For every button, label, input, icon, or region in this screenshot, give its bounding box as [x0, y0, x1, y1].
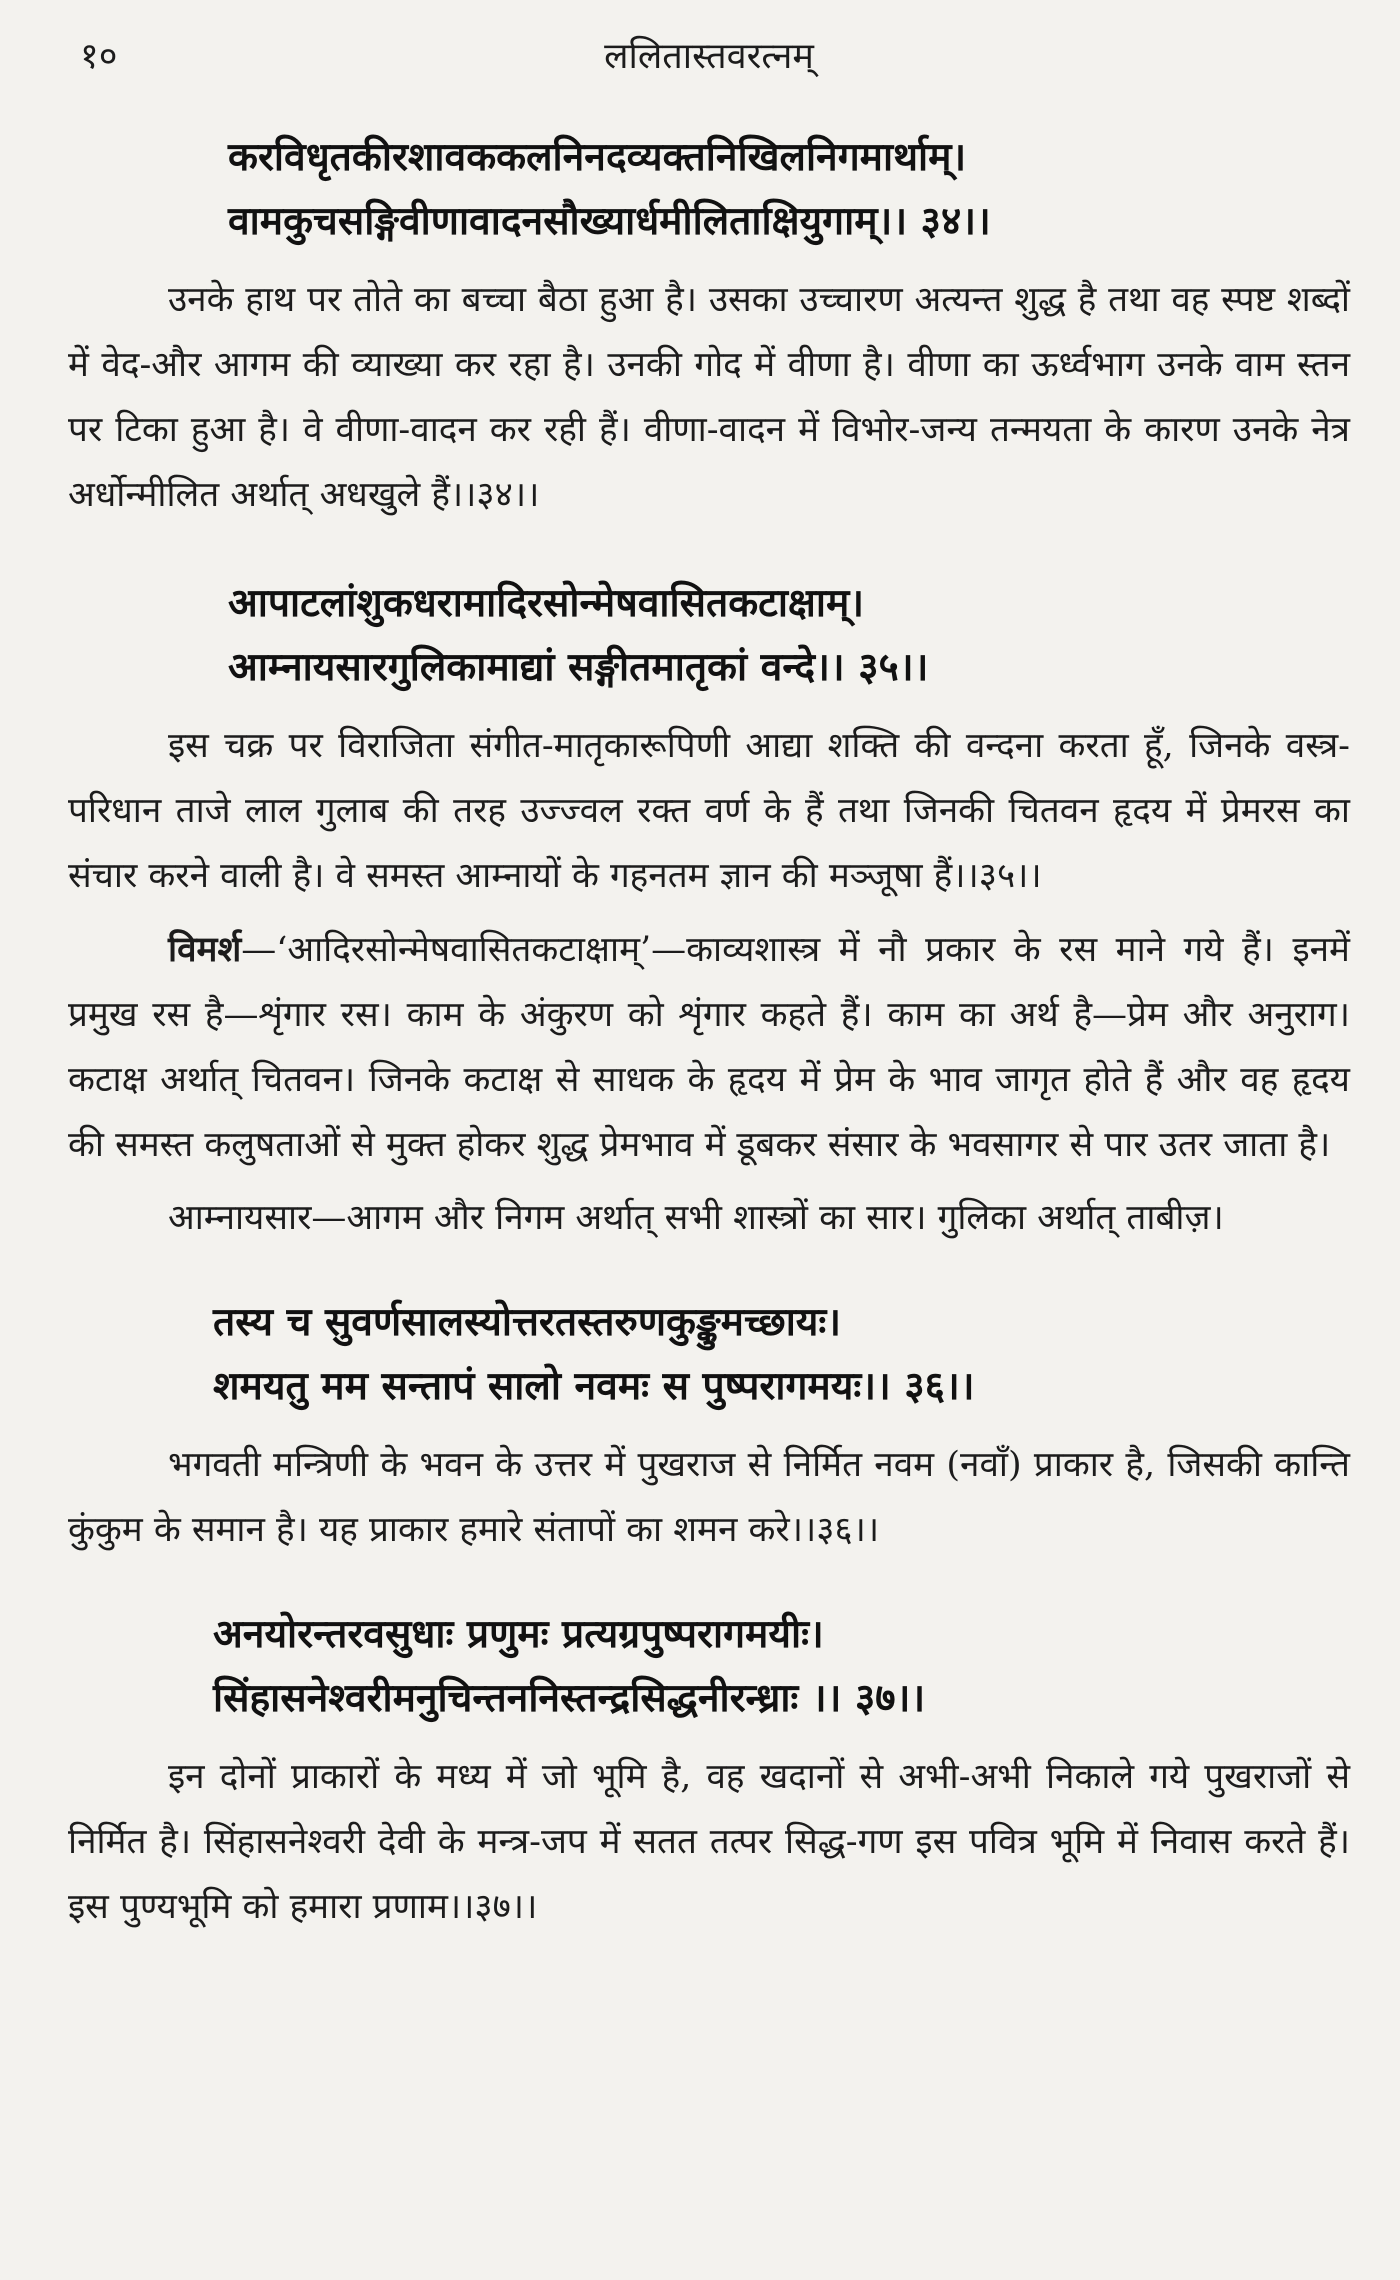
vimarsh-text: —‘आदिरसोन्मेषवासितकटाक्षाम्’—काव्यशास्त्र में नौ प्रकार के रस माने गये हैं। इनमें प्रमुख रस है—शृंगार रस। काम के अंकुरण को शृंगार कहते हैं। काम का अर्थ है—प्रेम और अनुराग। कटाक्ष अर्थात् चितवन। जिनके कटाक्ष से साधक के हृदय में प्रेम के भाव जागृत होते हैं और वह हृदय की समस्त कलुषताओं से मुक्त होकर शुद्ध प्रेमभाव में डूबकर संसार के भवसागर से पार उतर जाता है। — [68, 930, 1350, 1165]
verse-34 — [68, 126, 1350, 254]
verse-37 — [68, 1603, 1350, 1731]
verse-36-line-1: तस्य च सुवर्णसालस्योत्तरतस्तरुणकुङ्कुमच्छायः। — [213, 1300, 842, 1345]
page-header — [68, 30, 1350, 82]
verse-35-line-2: आम्नायसारगुलिकामाद्यां सङ्गीतमातृकां वन्दे।। ३५।। — [228, 645, 929, 690]
verse-34-line-2: वामकुचसङ्गिवीणावादनसौख्यार्धमीलिताक्षियुगाम्।। ३४।। — [228, 199, 991, 244]
verse-36-line-2: शमयतु मम सन्तापं सालो नवमः स पुष्परागमयः।। ३६।। — [213, 1364, 975, 1409]
vimarsh-term: विमर्श — [168, 929, 242, 970]
amnaya-note: आम्नायसार—आगम और निगम अर्थात् सभी शास्त्रों का सार। गुलिका अर्थात् ताबीज़। — [168, 1198, 1224, 1238]
commentary-37: इन दोनों प्राकारों के मध्य में जो भूमि है, वह खदानों से अभी-अभी निकाले गये पुखराजों से निर्मित है। सिंहासनेश्वरी देवी के मन्त्र-जप में सतत तत्पर सिद्ध-गण इस पवित्र भूमि में निवास करते हैं। इस पुण्यभूमि को हमारा प्रणाम।।३७।। — [68, 1757, 1350, 1927]
page-number: १० — [80, 36, 118, 77]
commentary-36: भगवती मन्त्रिणी के भवन के उत्तर में पुखराज से निर्मित नवम (नवाँ) प्राकार है, जिसकी कान्ति कुंकुम के समान है। यह प्राकार हमारे संतापों का शमन करे।।३६।। — [68, 1445, 1350, 1550]
verse-35 — [68, 572, 1350, 700]
verse-34-line-1: करविधृतकीरशावककलनिनदव्यक्तनिखिलनिगमार्थाम्। — [228, 135, 967, 180]
running-title: ललितास्तवरत्नम् — [604, 36, 814, 77]
verse-36 — [68, 1291, 1350, 1419]
verse-35-line-1: आपाटलांशुकधरामादिरसोन्मेषवासितकटाक्षाम्। — [228, 581, 865, 626]
vimarsh-paragraph — [68, 917, 1350, 1178]
commentary-35: इस चक्र पर विराजिता संगीत-मातृकारूपिणी आद्या शक्ति की वन्दना करता हूँ, जिनके वस्त्र-परिधान ताजे लाल गुलाब की तरह उज्ज्वल रक्त वर्ण के हैं तथा जिनकी चितवन हृदय में प्रेमरस का संचार करने वाली है। वे समस्त आम्नायों के गहनतम ज्ञान की मञ्जूषा हैं।।३५।। — [68, 726, 1350, 896]
verse-37-line-1: अनयोरन्तरवसुधाः प्रणुमः प्रत्यग्रपुष्परागमयीः। — [213, 1612, 824, 1657]
verse-37-line-2: सिंहासनेश्वरीमनुचिन्तननिस्तन्द्रसिद्धनीरन्ध्राः ।। ३७।। — [213, 1676, 926, 1721]
commentary-34: उनके हाथ पर तोते का बच्चा बैठा हुआ है। उसका उच्चारण अत्यन्त शुद्ध है तथा वह स्पष्ट शब्दों में वेद-और आगम की व्याख्या कर रहा है। उनकी गोद में वीणा है। वीणा का ऊर्ध्वभाग उनके वाम स्तन पर टिका हुआ है। वे वीणा-वादन कर रही हैं। वीणा-वादन में विभोर-जन्य तन्मयता के कारण उनके नेत्र अर्धोन्मीलित अर्थात् अधखुले हैं।।३४।। — [68, 280, 1350, 515]
